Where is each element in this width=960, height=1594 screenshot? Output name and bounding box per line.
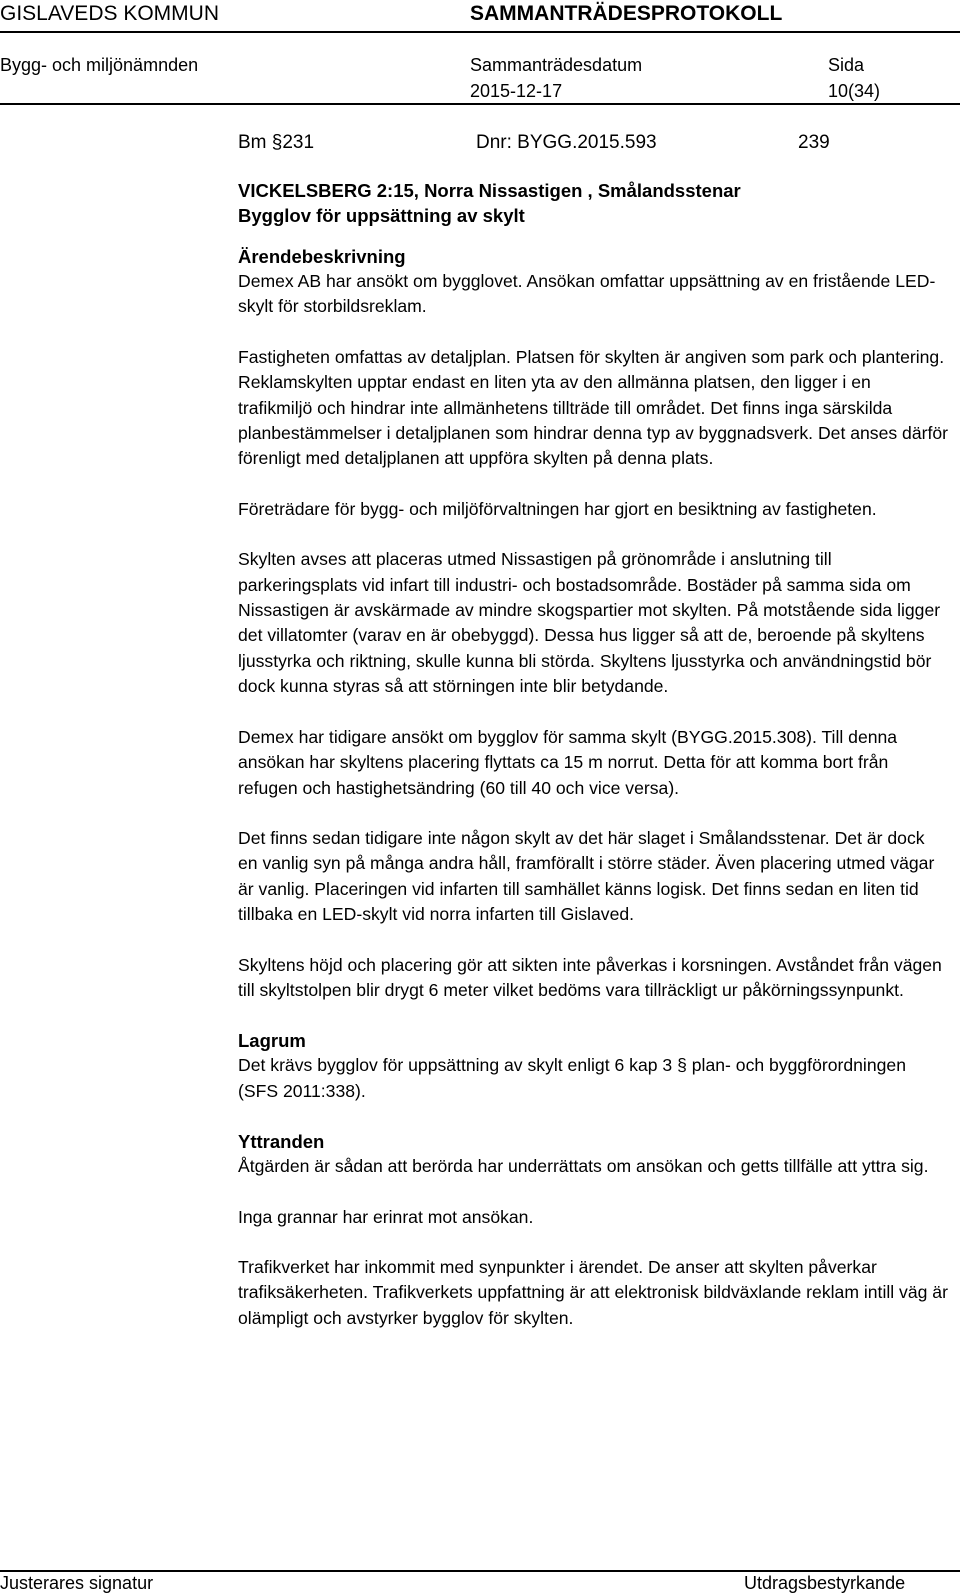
description-heading: Ärendebeskrivning	[238, 246, 406, 267]
protocol-body	[238, 128, 948, 1331]
description-paragraph-4: Skylten avses att placeras utmed Nissastigen på grönområde i anslutning till parkeringsplats vid infart till industri- och bostadsområde. Bostäder på samma sida om Nissastigen är avskärmade av mindre skogspartier mot skylten. På motstående sida ligger det villatomter (varav en är obebyggd). Dessa hus ligger så att de, beroende på skyltens ljusstyrka och riktning, skulle kunna bli störda. Skyltens ljusstyrka och användningstid bör dock kunna styras så att störningen inte blir betydande.	[238, 549, 941, 697]
description-paragraph-5: Demex har tidigare ansökt om bygglov för samma skylt (BYGG.2015.308). Till denna ansökan har skyltens placering flyttats ca 15 m norrut. Detta för att komma bort från refugen och hastighetsändring (60 till 40 och vice versa).	[238, 726, 898, 798]
law-paragraph: Det krävs bygglov för uppsättning av skylt enligt 6 kap 3 § plan- och byggförordningen (SFS 2011:338).	[238, 1055, 906, 1101]
committee-name: Bygg- och miljönämnden	[0, 55, 199, 75]
statements-paragraph-3: Trafikverket har inkommit med synpunkter i ärendet. De anser att skylten påverkar trafiksäkerheten. Trafikverkets uppfattning är att elektronisk bildväxlande reklam intill väg är olämpligt och avstyrker bygglov för skylten.	[238, 1256, 948, 1328]
description-paragraph-6: Det finns sedan tidigare inte någon skylt av det här slaget i Smålandsstenar. Det är dock en vanlig syn på många andra håll, framförallt i större städer. Även placering utmed vägar är vanlig. Placeringen vid infarten till samhället känns logisk. Det finns sedan en liten tid tillbaka en LED-skylt vid norra infarten till Gislaved.	[238, 827, 935, 925]
statements-paragraph-2: Inga grannar har erinrat mot ansökan.	[238, 1206, 534, 1227]
page-label: Sida	[828, 55, 865, 75]
description-paragraph-2: Fastigheten omfattas av detaljplan. Platsen för skylten är angiven som park och plantering. Reklamskylten upptar endast en liten yta av den allmänna platsen, den ligger i en trafikmiljö och hindrar inte allmänhetens tillträde till området. Det finns inga särskilda planbestämmelser i detaljplanen som hindrar denna typ av byggnadsverk. Det anses därför förenligt med detaljplanen att uppföra skylten på denna plats.	[238, 346, 949, 469]
paragraph-number: Bm §231	[238, 132, 315, 153]
adjuster-signature-label: Justerares signatur	[0, 1573, 154, 1593]
case-reference-line	[238, 128, 948, 158]
page-number: 10(34)	[828, 81, 881, 101]
case-title-line1: VICKELSBERG 2:15, Norra Nissastigen , Smålandsstenar	[238, 180, 741, 201]
footer-divider	[0, 1570, 960, 1572]
case-title-line2: Bygglov för uppsättning av skylt	[238, 205, 525, 226]
document-type: SAMMANTRÄDESPROTOKOLL	[470, 2, 783, 25]
header-divider-bottom	[0, 103, 960, 105]
description-paragraph-1: Demex AB har ansökt om bygglovet. Ansökan omfattar uppsättning av en fristående LED-skylt för storbildsreklam.	[238, 271, 936, 317]
description-paragraph-7: Skyltens höjd och placering gör att sikten inte påverkas i korsningen. Avståndet från vägen till skyltstolpen blir drygt 6 meter vilket bedöms vara tillräckligt ur påkörningssynpunkt.	[238, 954, 942, 1000]
meeting-date-label: Sammanträdesdatum	[470, 55, 643, 75]
meeting-date: 2015-12-17	[470, 81, 563, 101]
municipality-name: GISLAVEDS KOMMUN	[0, 2, 219, 25]
case-number: 239	[798, 132, 830, 153]
description-paragraph-3: Företrädare för bygg- och miljöförvaltningen har gjort en besiktning av fastigheten.	[238, 498, 877, 519]
statements-paragraph-1: Åtgärden är sådan att berörda har underrättats om ansökan och getts tillfälle att yttra sig.	[238, 1156, 929, 1177]
statements-heading: Yttranden	[238, 1131, 325, 1153]
header-divider-top	[0, 31, 960, 33]
extract-certification-label: Utdragsbestyrkande	[744, 1573, 906, 1593]
protocol-header	[0, 0, 960, 105]
case-dnr: Dnr: BYGG.2015.593	[476, 132, 657, 153]
law-heading: Lagrum	[238, 1030, 306, 1052]
